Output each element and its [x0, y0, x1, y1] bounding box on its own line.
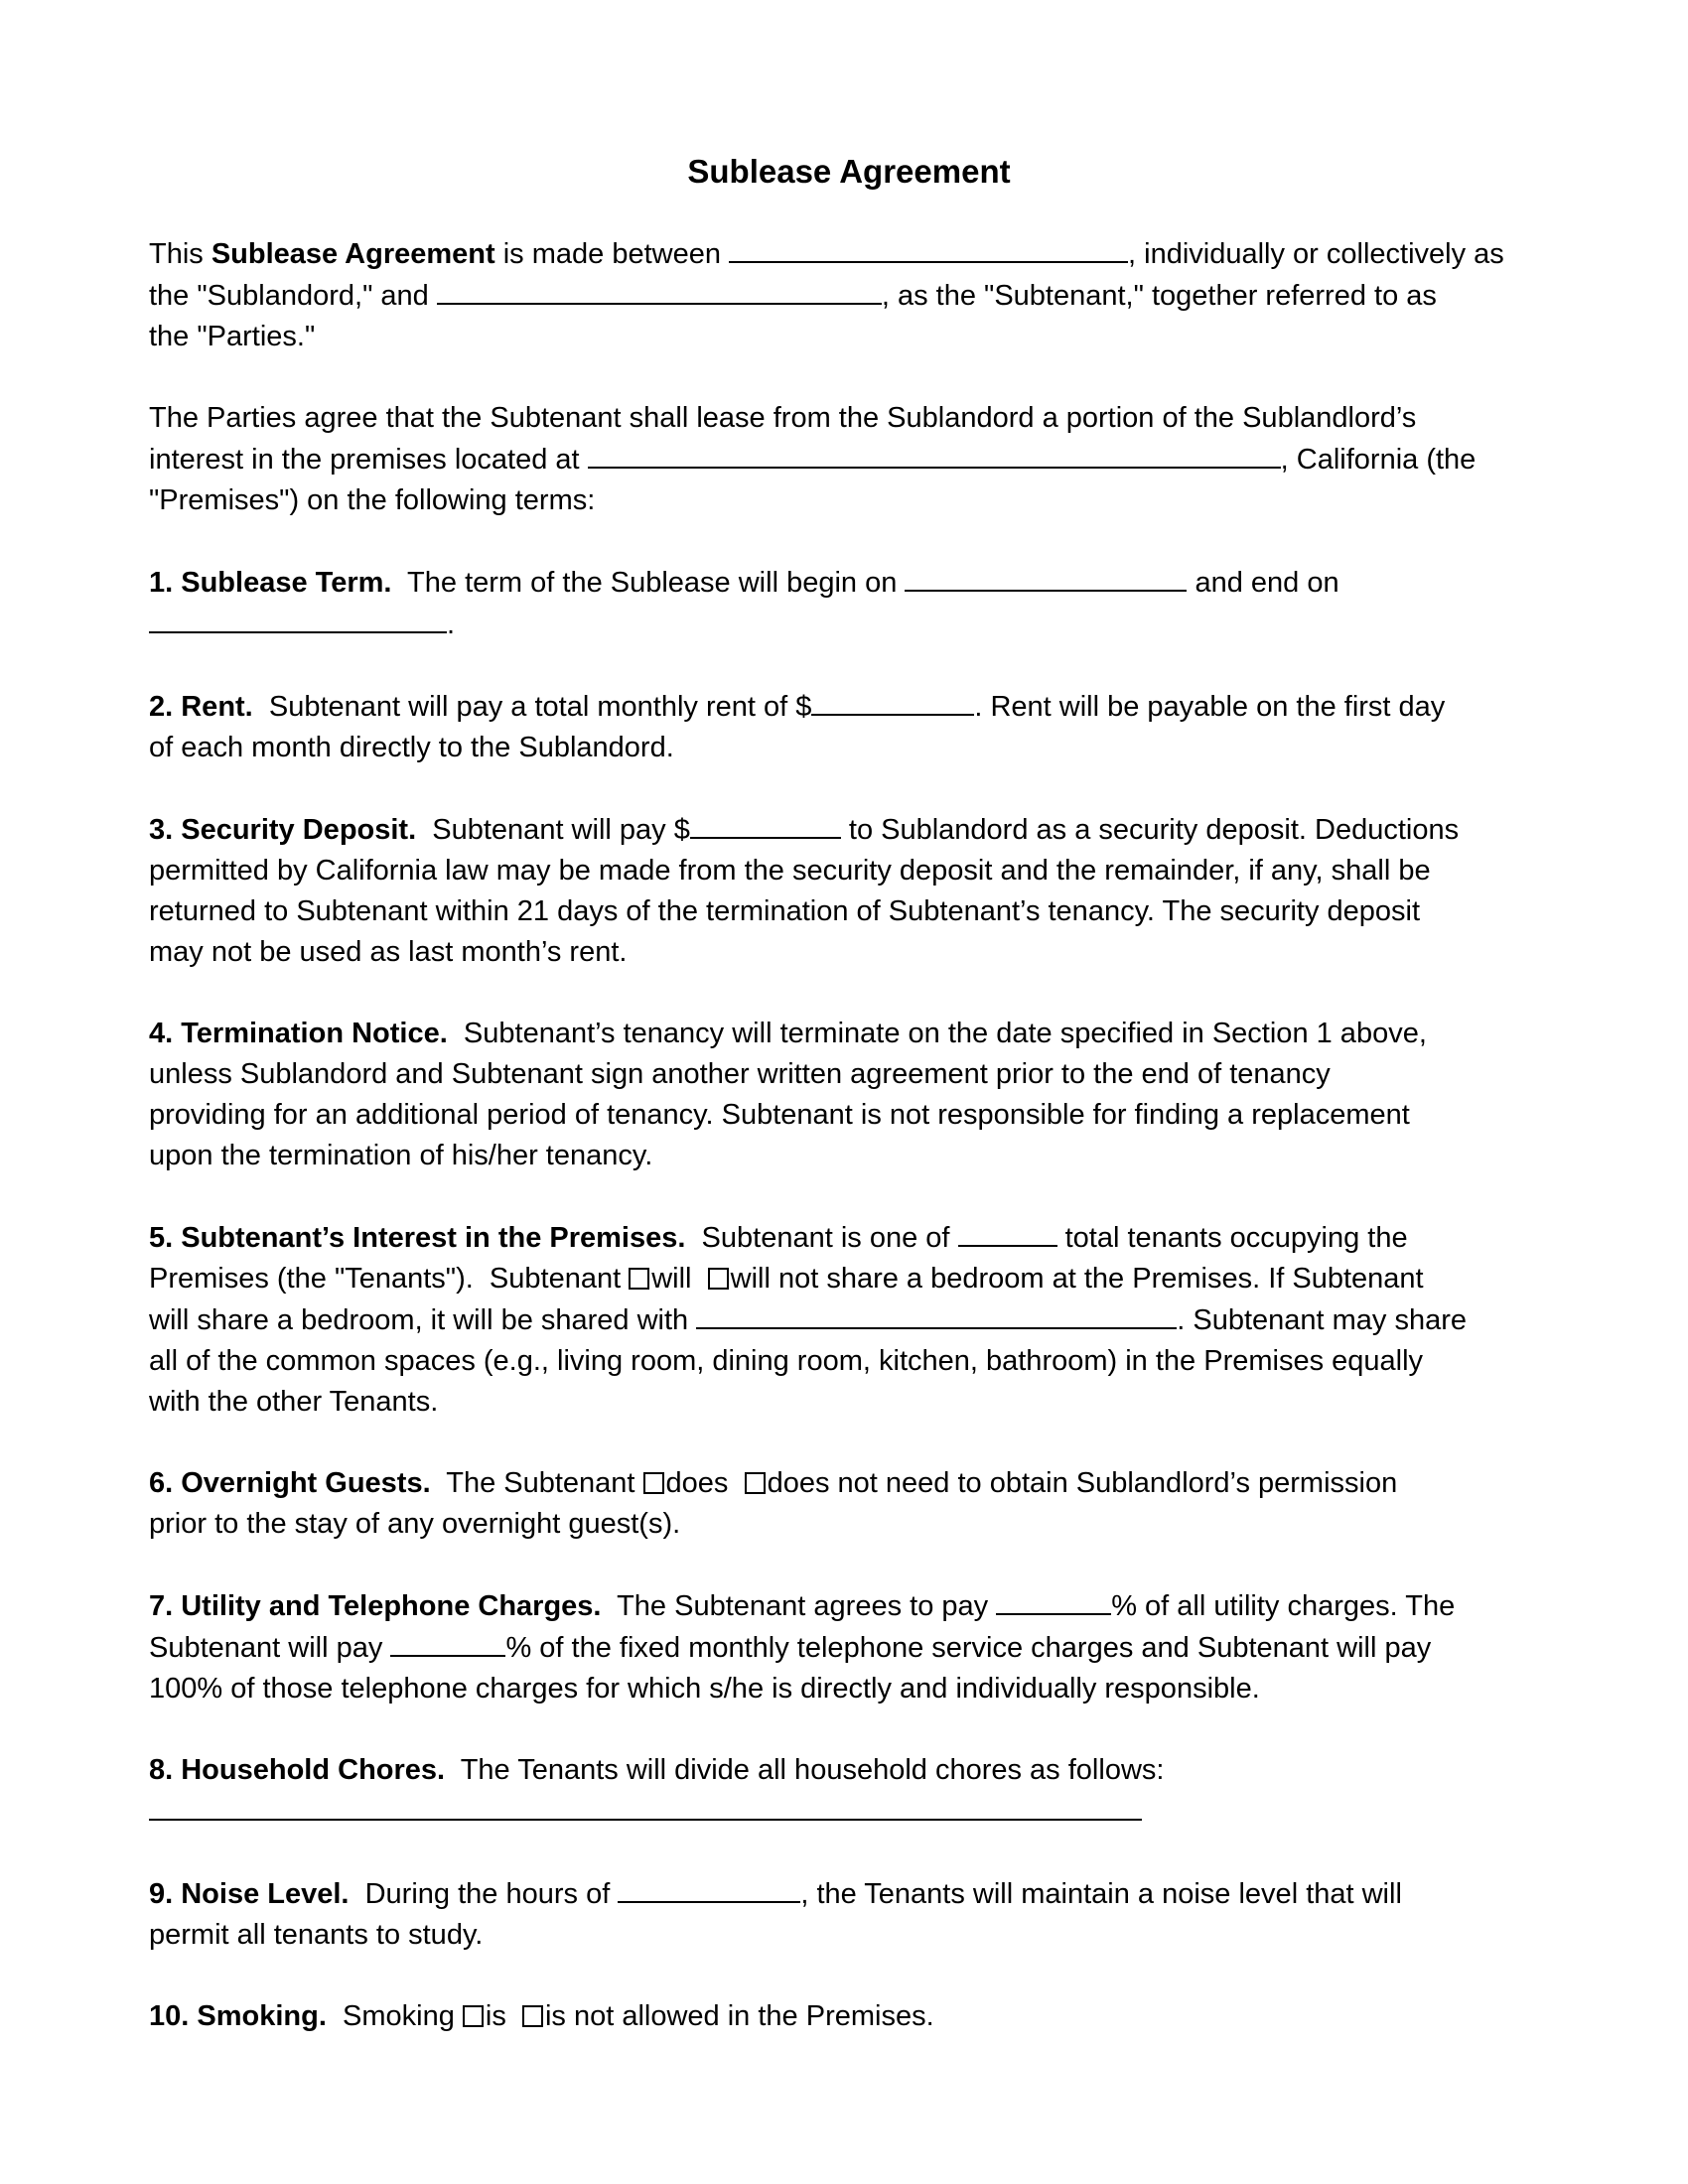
- premises-text: , California (the: [1280, 444, 1477, 476]
- document-page: [149, 147, 1549, 2078]
- section-heading: 8. Household Chores.: [149, 1754, 446, 1786]
- premises-text: interest in the premises located at: [149, 444, 588, 476]
- intro-text: , individually or collectively as: [1128, 238, 1504, 270]
- monthly-rent-blank[interactable]: [811, 686, 974, 716]
- checkbox-label: does not need to obtain Sublandlord’s permission: [767, 1467, 1398, 1499]
- section-text: Subtenant will pay: [149, 1632, 391, 1664]
- section-termination-notice: [149, 1014, 1549, 1176]
- intro-text: the "Sublandord," and: [149, 280, 437, 312]
- intro-bold-term: Sublease Agreement: [211, 238, 495, 270]
- premises-text: "Premises") on the following terms:: [149, 484, 596, 516]
- section-text: may not be used as last month’s rent.: [149, 936, 628, 968]
- section-text: with the other Tenants.: [149, 1386, 439, 1418]
- section-text: Subtenant’s tenancy will terminate on the date specified in Section 1 above,: [447, 1018, 1427, 1049]
- smoking-is-not-checkbox[interactable]: [522, 2005, 543, 2027]
- guests-does-not-checkbox[interactable]: [745, 1472, 766, 1494]
- guests-does-checkbox[interactable]: [643, 1472, 664, 1494]
- section-text: will share a bedroom, it will be shared with: [149, 1304, 697, 1336]
- section-text: to Sublandord as a security deposit. Deductions: [840, 814, 1460, 846]
- section-noise-level: [149, 1873, 1549, 1956]
- section-household-chores: [149, 1750, 1549, 1833]
- section-text: The Tenants will divide all household chores as follows:: [445, 1754, 1165, 1786]
- smoking-is-checkbox[interactable]: [463, 2005, 484, 2027]
- checkbox-label: is: [485, 2000, 506, 2032]
- section-text: prior to the stay of any overnight guest(s).: [149, 1508, 681, 1540]
- section-text: Smoking: [326, 2000, 463, 2032]
- section-interest-in-premises: [149, 1217, 1549, 1423]
- section-text: providing for an additional period of tenancy. Subtenant is not responsible for finding a replacement: [149, 1099, 1410, 1131]
- section-text: permit all tenants to study.: [149, 1919, 484, 1951]
- section-heading: 6. Overnight Guests.: [149, 1467, 431, 1499]
- section-text: The term of the Sublease will begin on: [391, 567, 906, 599]
- section-text: upon the termination of his/her tenancy.: [149, 1140, 653, 1171]
- bedroom-share-blank[interactable]: [696, 1299, 1177, 1329]
- section-text: returned to Subtenant within 21 days of the termination of Subtenant’s tenancy. The security deposit: [149, 895, 1421, 927]
- section-text: . Rent will be payable on the first day: [974, 691, 1446, 723]
- section-text: all of the common spaces (e.g., living room, dining room, kitchen, bathroom) in the Premises equally: [149, 1345, 1424, 1377]
- section-heading: 9. Noise Level.: [149, 1878, 350, 1910]
- section-sublease-term: [149, 562, 1549, 645]
- section-text: 100% of those telephone charges for which s/he is directly and individually responsible.: [149, 1673, 1260, 1705]
- section-text: .: [447, 609, 456, 640]
- start-date-blank[interactable]: [905, 562, 1187, 592]
- section-text: Subtenant is one of: [685, 1222, 958, 1254]
- quiet-hours-blank[interactable]: [618, 1873, 800, 1903]
- checkbox-label: does: [665, 1467, 729, 1499]
- premises-paragraph: [149, 398, 1549, 521]
- utility-percent-blank[interactable]: [996, 1585, 1111, 1615]
- section-text: The Subtenant agrees to pay: [601, 1590, 997, 1622]
- intro-paragraph: [149, 233, 1549, 357]
- security-deposit-blank[interactable]: [690, 809, 841, 839]
- section-heading: 4. Termination Notice.: [149, 1018, 448, 1049]
- checkbox-label: is not allowed in the Premises.: [544, 2000, 934, 2032]
- section-utility-charges: [149, 1585, 1549, 1709]
- premises-address-blank[interactable]: [588, 439, 1281, 469]
- section-text: of each month directly to the Sublandord.: [149, 732, 674, 763]
- section-heading: 1. Sublease Term.: [149, 567, 392, 599]
- section-text: total tenants occupying the: [1056, 1222, 1408, 1254]
- intro-text: is made between: [494, 238, 730, 270]
- chores-blank[interactable]: [149, 1791, 1142, 1821]
- subtenant-name-blank[interactable]: [437, 275, 882, 305]
- section-text: During the hours of: [349, 1878, 619, 1910]
- section-rent: [149, 686, 1549, 768]
- section-text: unless Sublandord and Subtenant sign another written agreement prior to the end of tenancy: [149, 1058, 1331, 1090]
- share-bedroom-will-not-checkbox[interactable]: [708, 1268, 729, 1290]
- end-date-blank[interactable]: [149, 604, 447, 633]
- share-bedroom-will-checkbox[interactable]: [629, 1268, 649, 1290]
- section-text: , the Tenants will maintain a noise level that will: [800, 1878, 1402, 1910]
- section-heading: 7. Utility and Telephone Charges.: [149, 1590, 602, 1622]
- section-heading: 3. Security Deposit.: [149, 814, 417, 846]
- section-text: % of the fixed monthly telephone service charges and Subtenant will pay: [505, 1632, 1432, 1664]
- tenant-count-blank[interactable]: [958, 1217, 1057, 1247]
- section-text: . Subtenant may share: [1177, 1304, 1468, 1336]
- section-text: Premises (the "Tenants"). Subtenant: [149, 1263, 630, 1295]
- section-text: Subtenant will pay $: [416, 814, 690, 846]
- telephone-percent-blank[interactable]: [390, 1627, 505, 1657]
- intro-text: the "Parties.": [149, 321, 316, 352]
- sublandlord-name-blank[interactable]: [729, 233, 1128, 263]
- section-text: permitted by California law may be made from the security deposit and the remainder, if any, shall be: [149, 855, 1431, 887]
- intro-text: This: [149, 238, 211, 270]
- section-text: The Subtenant: [430, 1467, 643, 1499]
- section-text: Subtenant will pay a total monthly rent of $: [252, 691, 812, 723]
- premises-text: The Parties agree that the Subtenant shall lease from the Sublandord a portion of the Sublandlord’s: [149, 402, 1417, 434]
- section-overnight-guests: [149, 1463, 1549, 1545]
- section-heading: 10. Smoking.: [149, 2000, 327, 2032]
- section-smoking: [149, 1996, 1549, 2037]
- section-text: and end on: [1187, 567, 1339, 599]
- section-security-deposit: [149, 809, 1549, 973]
- section-text: % of all utility charges. The: [1111, 1590, 1456, 1622]
- intro-text: , as the "Subtenant," together referred to as: [881, 280, 1437, 312]
- checkbox-label: will: [651, 1263, 692, 1295]
- section-heading: 2. Rent.: [149, 691, 253, 723]
- document-title: Sublease Agreement: [687, 153, 1011, 190]
- checkbox-label: will not share a bedroom at the Premises. If Subtenant: [730, 1263, 1424, 1295]
- section-heading: 5. Subtenant’s Interest in the Premises.: [149, 1222, 686, 1254]
